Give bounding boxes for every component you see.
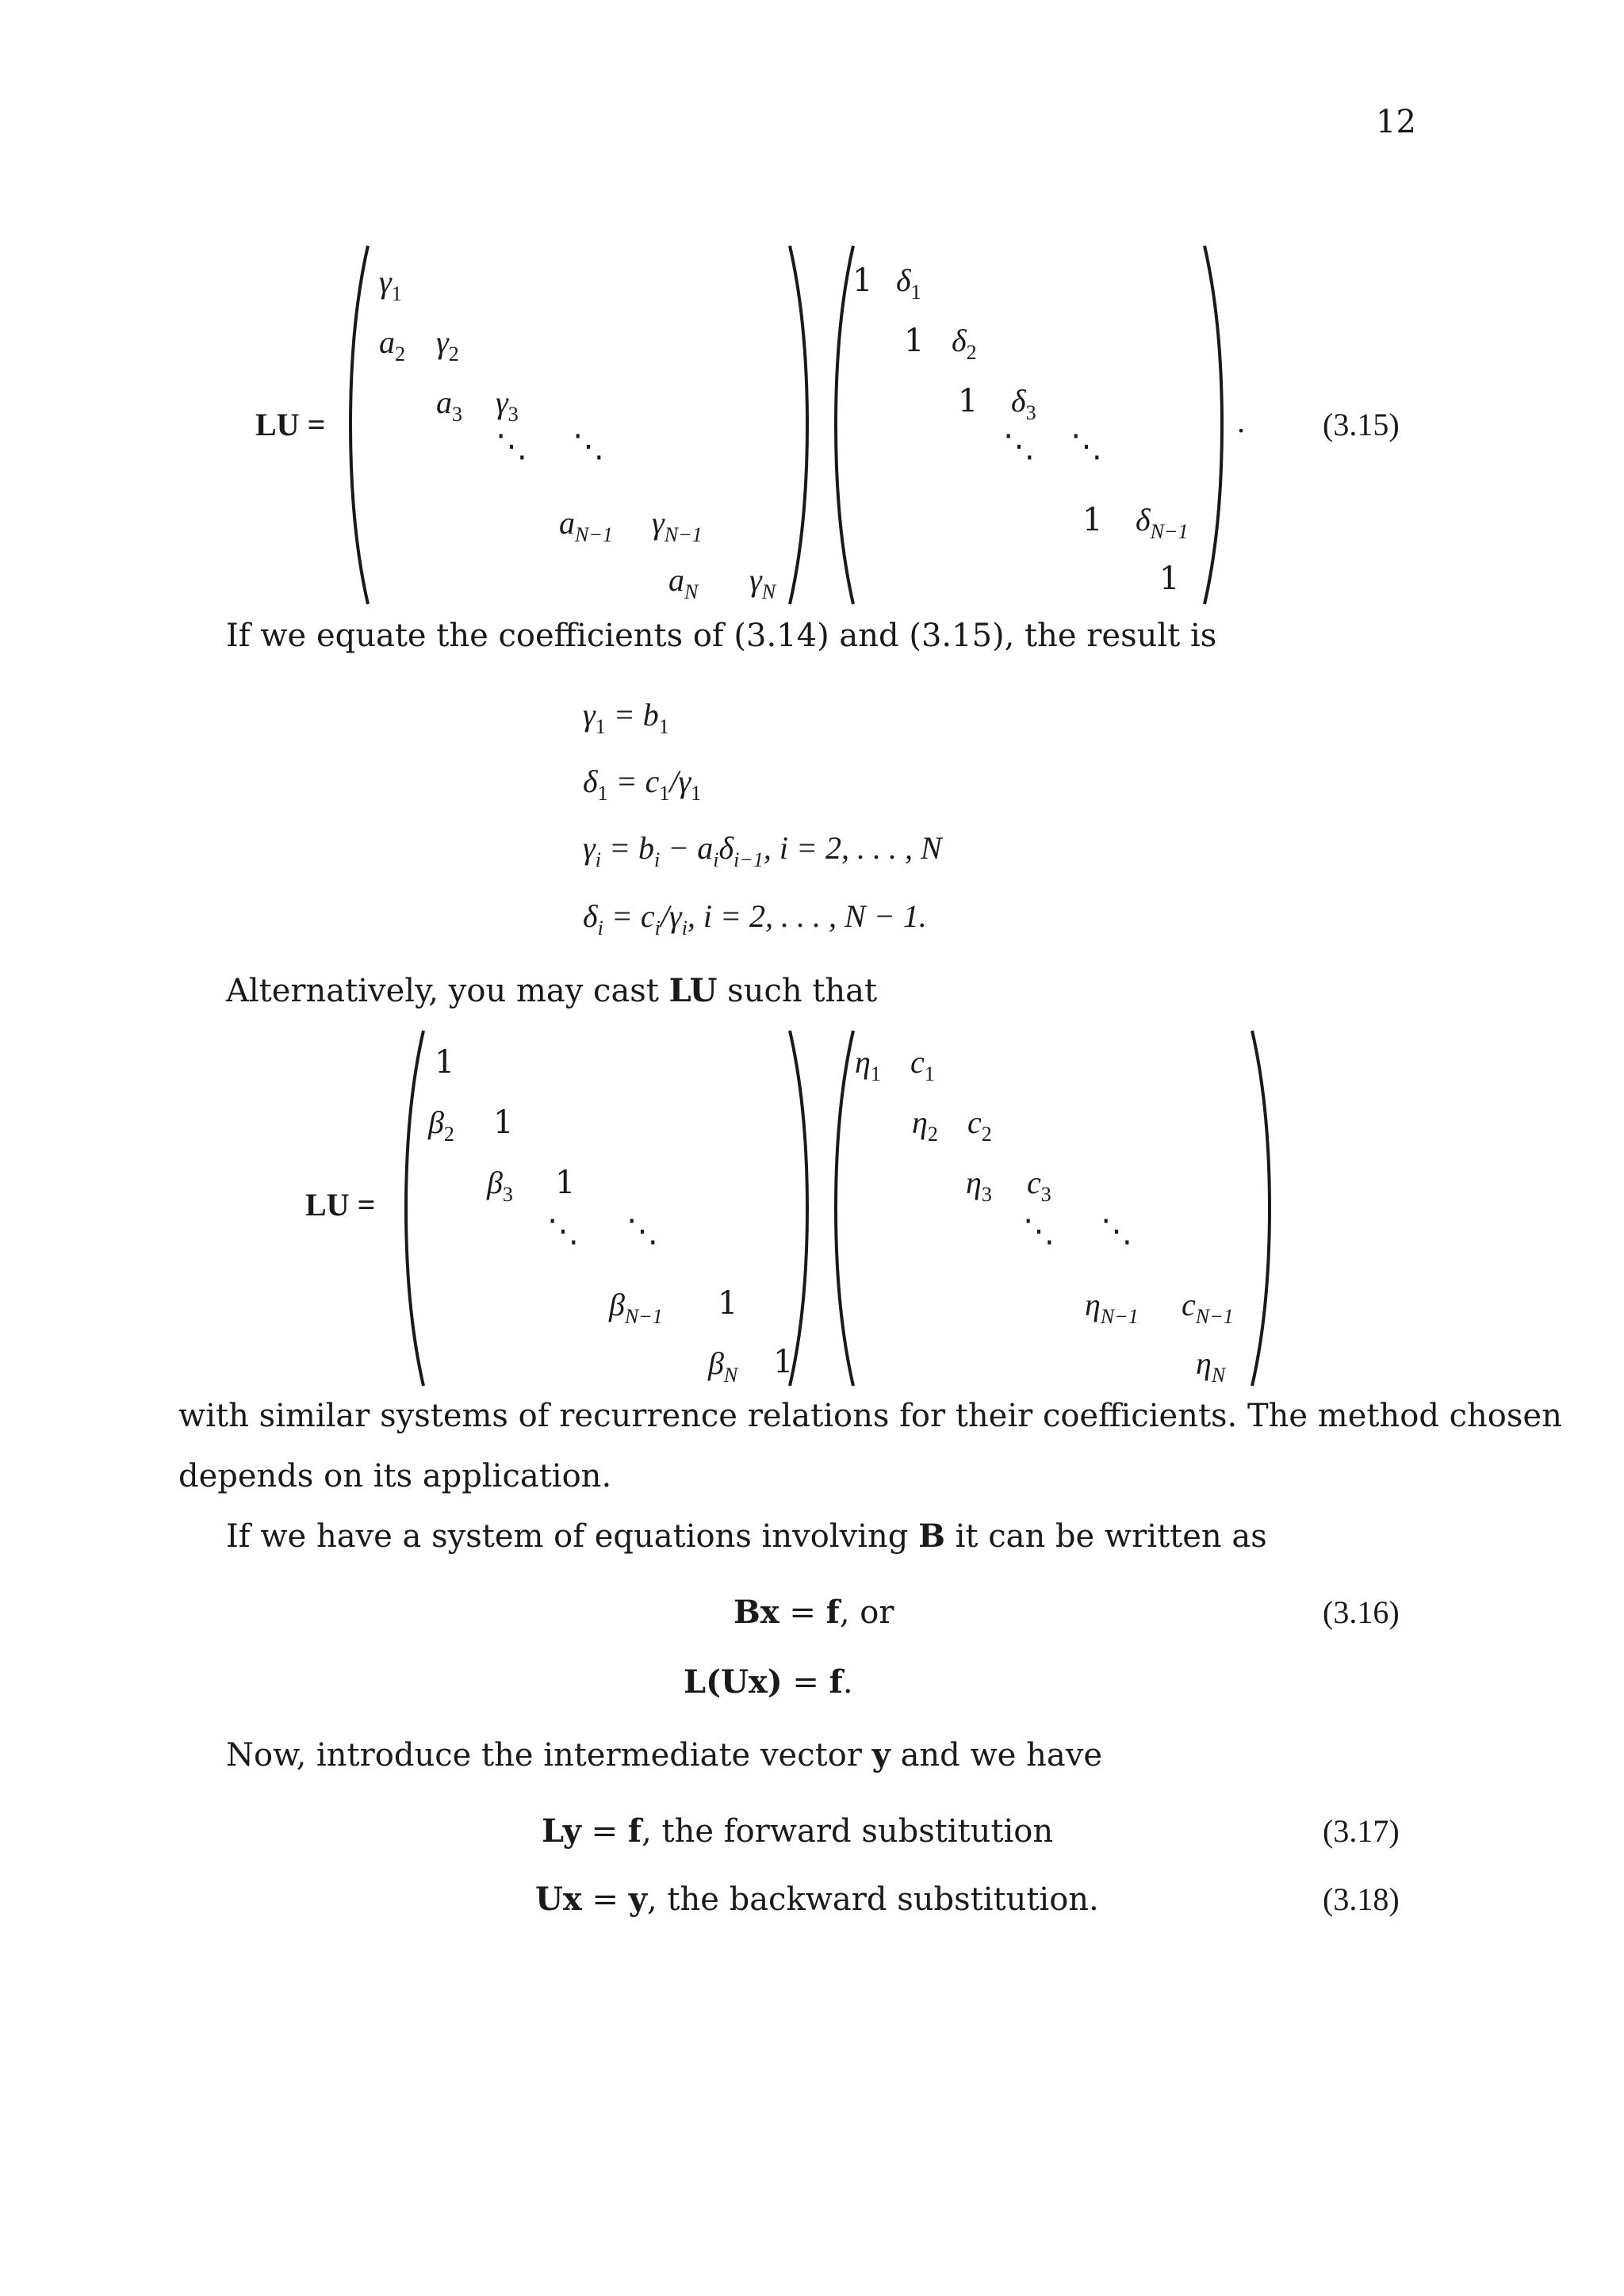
u-matrix-entry: $\eta_N$ — [1196, 1345, 1226, 1387]
l-matrix-entry: $\gamma_{N-1}$ — [652, 505, 703, 546]
l-matrix-entry: $a_2$ — [379, 324, 405, 365]
left-paren-l-matrix — [349, 243, 373, 607]
l-matrix-entry: 1 — [493, 1104, 514, 1141]
u-matrix-entry: $\delta_2$ — [952, 323, 977, 364]
u-matrix-entry: 1 — [1082, 502, 1103, 538]
equation-label-lu: LU = — [255, 407, 326, 442]
u-matrix-entry: $c_3$ — [1027, 1165, 1051, 1206]
paragraph: with similar systems of recurrence relations for their coefficients. The method chosen — [178, 1398, 1562, 1434]
diagonal-dots: ⋱ — [1071, 428, 1104, 465]
left-paren-l-matrix — [404, 1027, 428, 1389]
right-paren-l-matrix — [787, 243, 810, 607]
l-matrix-entry: 1 — [773, 1344, 794, 1380]
l-matrix-entry: $\beta_2$ — [428, 1104, 454, 1146]
recurrence-line: $\gamma_1 = b_1$ — [583, 697, 669, 738]
diagonal-dots: ⋱ — [1023, 1213, 1056, 1249]
diagonal-dots: ⋱ — [573, 428, 606, 465]
u-matrix-entry: $\eta_1$ — [855, 1044, 881, 1085]
u-matrix-entry: $\delta_{N-1}$ — [1136, 502, 1189, 543]
u-matrix-entry: $\delta_3$ — [1011, 383, 1036, 424]
recurrence-line: $\delta_1 = c_1/\gamma_1$ — [583, 763, 702, 805]
l-matrix-entry: 1 — [435, 1044, 455, 1081]
equation-number: (3.16) — [1323, 1594, 1400, 1630]
l-matrix-entry: $a_N$ — [668, 562, 699, 603]
paragraph: If we have a system of equations involving B it can be written as — [226, 1517, 1267, 1555]
equation-3-18: Ux = y, the backward substitution. — [535, 1881, 1099, 1918]
paragraph: Now, introduce the intermediate vector y and we have — [226, 1736, 1103, 1774]
paragraph: If we equate the coefficients of (3.14) and (3.15), the result is — [226, 618, 1217, 654]
diagonal-dots: ⋱ — [547, 1213, 580, 1249]
right-paren-l-matrix — [787, 1027, 810, 1389]
u-matrix-entry: 1 — [852, 262, 873, 299]
l-matrix-entry: $\gamma_3$ — [496, 385, 519, 426]
paragraph: depends on its application. — [178, 1458, 612, 1494]
l-matrix-entry: 1 — [718, 1285, 738, 1322]
right-paren-u-matrix — [1249, 1027, 1273, 1389]
equation-number: (3.15) — [1323, 407, 1400, 442]
u-matrix-entry: 1 — [1159, 561, 1180, 597]
u-matrix-entry: 1 — [958, 383, 979, 419]
right-paren-u-matrix — [1201, 243, 1225, 607]
recurrence-line: $\delta_i = c_i/\gamma_i$, i = 2, . . . , N − 1. — [583, 898, 927, 939]
equation-3-16-line2: L(Ux) = f. — [684, 1663, 853, 1701]
equation-3-16-line1: Bx = f, or — [733, 1594, 894, 1631]
u-matrix-entry: $\delta_1$ — [896, 262, 921, 304]
u-matrix-entry: $\eta_2$ — [912, 1104, 938, 1146]
equation-3-17: Ly = f, the forward substitution — [542, 1812, 1054, 1850]
equation-label-lu: LU = — [305, 1187, 376, 1223]
u-matrix-entry: $c_2$ — [967, 1104, 992, 1146]
u-matrix-entry: $c_{N-1}$ — [1182, 1287, 1234, 1328]
equation-number: (3.17) — [1323, 1813, 1400, 1849]
diagonal-dots: ⋱ — [1003, 428, 1036, 465]
diagonal-dots: ⋱ — [496, 428, 529, 465]
u-matrix-entry: 1 — [904, 323, 925, 359]
recurrence-line: $\gamma_i = b_i - a_i\delta_{i-1}$, i = 2, . . . , N — [583, 830, 942, 871]
u-matrix-entry: $c_1$ — [910, 1044, 935, 1085]
paragraph: Alternatively, you may cast LU such that — [226, 972, 878, 1009]
diagonal-dots: ⋱ — [626, 1213, 660, 1249]
l-matrix-entry: 1 — [555, 1165, 576, 1201]
l-matrix-entry: $\gamma_N$ — [749, 562, 776, 603]
l-matrix-entry: $\beta_{N-1}$ — [609, 1287, 663, 1328]
l-matrix-entry: $\beta_3$ — [487, 1165, 513, 1206]
l-matrix-entry: $a_{N-1}$ — [559, 505, 613, 546]
l-matrix-entry: $a_3$ — [436, 385, 462, 426]
equation-trailing-period: . — [1237, 404, 1245, 439]
u-matrix-entry: $\eta_3$ — [966, 1165, 992, 1206]
diagonal-dots: ⋱ — [1101, 1213, 1134, 1249]
l-matrix-entry: $\gamma_1$ — [379, 264, 402, 305]
l-matrix-entry: $\gamma_2$ — [436, 324, 459, 365]
l-matrix-entry: $\beta_N$ — [708, 1345, 738, 1387]
page-number: 12 — [1376, 104, 1416, 140]
u-matrix-entry: $\eta_{N-1}$ — [1085, 1287, 1139, 1328]
equation-number: (3.18) — [1323, 1881, 1400, 1917]
